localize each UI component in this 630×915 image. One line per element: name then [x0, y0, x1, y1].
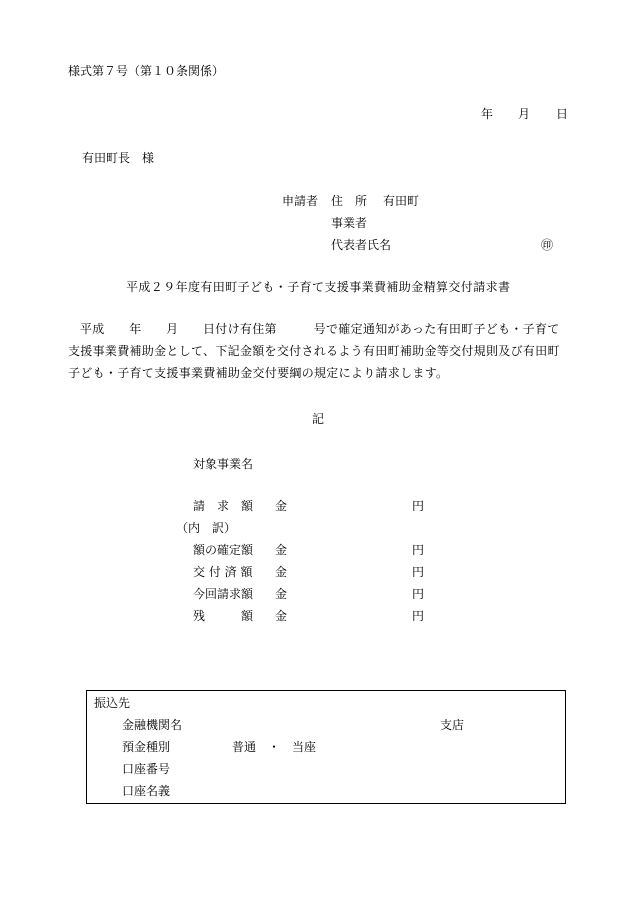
breakdown-label: （内 訳） — [176, 521, 237, 535]
breakdown-row-yen: 円 — [412, 587, 425, 601]
branch-label: 支店 — [440, 718, 465, 732]
target-project-label: 対象事業名 — [193, 457, 254, 471]
account-name-label: 口座名義 — [122, 784, 171, 798]
account-number-label: 口座番号 — [122, 762, 171, 776]
ki-heading: 記 — [312, 412, 325, 426]
request-amount-kin: 金 — [275, 499, 288, 513]
date-day: 日 — [556, 107, 569, 121]
body-line-1: 平成 年 月 日付け有住第 号で確定通知があった有田町子ども・子育て — [80, 322, 560, 336]
institution-label: 金融機関名 — [122, 718, 183, 732]
breakdown-row-label: 交 付 済 額 — [193, 565, 253, 579]
address-label: 住 所 — [331, 194, 368, 208]
body-line-2: 支援事業費補助金として、下記金額を交付されるよう有田町補助金等交付規則及び有田町 — [68, 344, 560, 358]
business-label: 事業者 — [331, 216, 368, 230]
breakdown-row-kin: 金 — [275, 587, 288, 601]
date-year: 年 — [481, 107, 494, 121]
bank-header: 振込先 — [94, 696, 131, 710]
deposit-type-label: 預金種別 — [122, 740, 171, 754]
deposit-type-options: 普通 ・ 当座 — [232, 740, 317, 754]
request-amount-yen: 円 — [412, 499, 425, 513]
request-amount-label: 請 求 額 — [193, 499, 254, 513]
body-line-3: 子ども・子育て支援事業費補助金交付要綱の規定により請求します。 — [68, 366, 449, 380]
document-title: 平成２９年度有田町子ども・子育て支援事業費補助金精算交付請求書 — [126, 280, 511, 294]
breakdown-row-label: 残 額 — [193, 609, 254, 623]
representative-label: 代表者氏名 — [331, 238, 392, 252]
breakdown-row-kin: 金 — [275, 543, 288, 557]
address-value: 有田町 — [383, 194, 420, 208]
breakdown-row-label: 額の確定額 — [193, 543, 254, 557]
applicant-label: 申請者 — [282, 194, 319, 208]
breakdown-row-kin: 金 — [275, 609, 288, 623]
addressee: 有田町長 様 — [82, 151, 155, 165]
form-number: 様式第７号（第１０条関係） — [68, 64, 225, 78]
breakdown-row-yen: 円 — [412, 565, 425, 579]
breakdown-row-yen: 円 — [412, 609, 425, 623]
breakdown-row-label: 今回請求額 — [193, 587, 254, 601]
body-paragraph — [68, 318, 588, 384]
date-month: 月 — [518, 107, 531, 121]
breakdown-row-yen: 円 — [412, 543, 425, 557]
breakdown-row-kin: 金 — [275, 565, 288, 579]
seal-mark: ㊞ — [541, 238, 554, 252]
